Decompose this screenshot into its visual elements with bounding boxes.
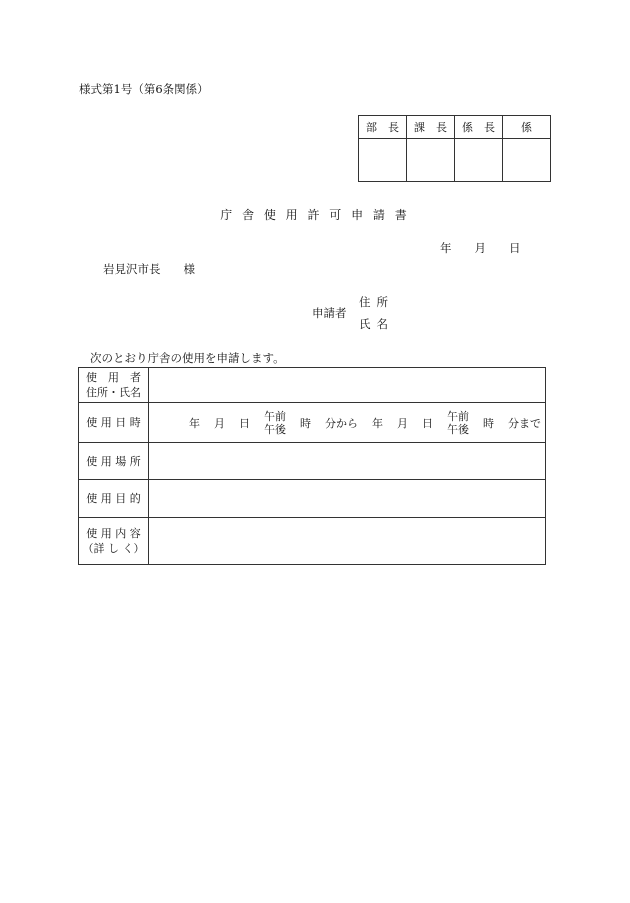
- end-am: 午前: [447, 409, 469, 423]
- approval-stamp-cell[interactable]: [455, 139, 503, 182]
- applicant-label: 申請者: [312, 306, 347, 320]
- approval-header-staff: 係: [503, 116, 551, 139]
- approval-stamp-cell[interactable]: [359, 139, 407, 182]
- content-label-line2: （詳 し く）: [82, 542, 145, 555]
- end-year: 年: [372, 416, 383, 430]
- place-label: 使 用 場 所: [79, 443, 149, 480]
- application-date[interactable]: 年 月 日: [440, 241, 521, 255]
- content-label: [79, 518, 149, 565]
- applicant-name-label: 氏名: [359, 317, 394, 331]
- content-label-line1: 使 用 内 容: [86, 527, 141, 540]
- content-field[interactable]: [149, 518, 546, 565]
- start-pm: 午後: [264, 422, 286, 436]
- datetime-row: [149, 410, 545, 436]
- user-label: [79, 368, 149, 403]
- applicant-address-label: 住所: [359, 295, 394, 309]
- user-label-line1: 使 用 者: [86, 371, 141, 384]
- approval-header-director: 部 長: [359, 116, 407, 139]
- end-ampm[interactable]: [447, 410, 469, 436]
- end-month: 月: [397, 416, 408, 430]
- approval-stamp-table: [358, 115, 551, 182]
- approval-header-manager: 課 長: [407, 116, 455, 139]
- intro-text: 次のとおり庁舎の使用を申請します。: [90, 351, 285, 365]
- end-day: 日: [422, 416, 433, 430]
- user-field[interactable]: [149, 368, 546, 403]
- start-ampm[interactable]: [264, 410, 286, 436]
- start-from: 分から: [325, 416, 358, 430]
- end-pm: 午後: [447, 422, 469, 436]
- user-label-line2: 住所・氏名: [86, 386, 141, 399]
- purpose-field[interactable]: [149, 480, 546, 518]
- purpose-label: 使 用 目 的: [79, 480, 149, 518]
- start-am: 午前: [264, 409, 286, 423]
- approval-header-chief: 係 長: [455, 116, 503, 139]
- place-field[interactable]: [149, 443, 546, 480]
- approval-stamp-cell[interactable]: [503, 139, 551, 182]
- end-until: 分まで: [508, 416, 541, 430]
- start-day: 日: [239, 416, 250, 430]
- start-month: 月: [214, 416, 225, 430]
- end-hour: 時: [483, 416, 494, 430]
- datetime-field[interactable]: [149, 403, 546, 443]
- addressee: 岩見沢市長 様: [103, 262, 195, 276]
- start-year: 年: [189, 416, 200, 430]
- form-number: 様式第1号（第6条関係）: [79, 82, 209, 96]
- document-title: 庁 舎 使 用 許 可 申 請 書: [220, 208, 410, 222]
- approval-stamp-cell[interactable]: [407, 139, 455, 182]
- datetime-label: 使 用 日 時: [79, 403, 149, 443]
- start-hour: 時: [300, 416, 311, 430]
- application-table: [78, 367, 546, 565]
